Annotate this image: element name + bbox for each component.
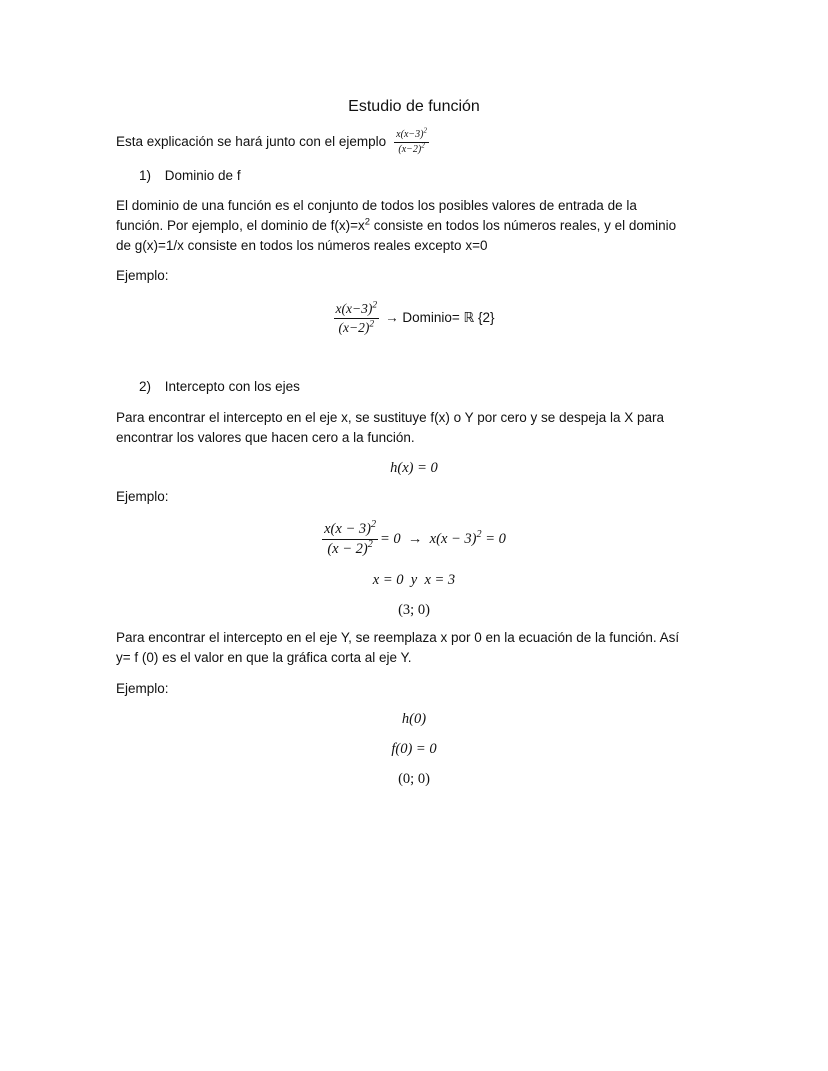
intro-text: Esta explicación se hará junto con el ejemplo	[116, 134, 387, 149]
section-2-number: 2)	[139, 379, 152, 394]
paragraph-line: de g(x)=1/x consiste en todos los números reales excepto x=0	[116, 238, 488, 253]
section-1-title: Dominio de f	[164, 168, 241, 183]
example-label: Ejemplo:	[116, 681, 169, 696]
section-2-title: Intercepto con los ejes	[164, 379, 300, 394]
paragraph-line: Para encontrar el intercepto en el eje x, se sustituye f(x) o Y por cero y se despeja la X para	[116, 410, 665, 425]
equation-h0: h(0)	[401, 711, 427, 727]
section-1-number: 1)	[139, 168, 152, 183]
intro-fraction-exp: 2	[423, 126, 427, 135]
paragraph-line: encontrar los valores que hacen cero a la función.	[116, 430, 415, 445]
paragraph-line: y= f (0) es el valor en que la gráfica corta al eje Y.	[116, 650, 412, 665]
intro-line	[116, 128, 429, 156]
section-1-heading	[139, 166, 241, 186]
intercept-equation	[0, 518, 828, 560]
page-title: Estudio de función	[348, 98, 480, 115]
intro-fraction-den-exp: 2	[421, 141, 425, 150]
y-intercept-paragraph	[116, 628, 756, 668]
example-label: Ejemplo:	[116, 268, 169, 283]
intercept-rhs: = $0 \to x(x - 3)^2 = 0$	[380, 528, 506, 547]
example-label: Ejemplo:	[116, 489, 169, 504]
section-1-paragraph	[116, 196, 736, 256]
point-x-intercept: (3; 0)	[398, 602, 430, 618]
paragraph-line: El dominio de una función es el conjunto de todos los posibles valores de entrada de la	[116, 198, 637, 213]
section-2-paragraph	[116, 408, 736, 448]
intercept-fraction: $\frac{x(x - 3)^2}{(x - 2)^2}$	[324, 518, 377, 557]
solutions: x = 0 y x = 3	[372, 572, 456, 588]
section-2-heading	[139, 377, 300, 397]
domain-result: → Dominio= ℝ {2}	[385, 310, 495, 325]
intro-fraction-denominator: (x−2)	[398, 143, 422, 155]
equation-f0: f(0) = 0	[391, 741, 437, 757]
paragraph-line: Para encontrar el intercepto en el eje Y, se reemplaza x por 0 en la ecuación de la función. Así	[116, 630, 680, 645]
intro-fraction	[394, 126, 429, 156]
domain-example	[0, 298, 828, 338]
domain-fraction: $\frac{x(x-3)^2}{(x-2)^2}$	[335, 300, 378, 335]
intro-fraction-numerator: x(x−3)	[396, 128, 424, 140]
point-y-intercept: (0; 0)	[398, 771, 430, 787]
paragraph-line: función. Por ejemplo, el dominio de $f(x)=x^2$ consiste en todos los números reales, y el dominio	[116, 216, 677, 233]
equation-hx: h(x) = 0	[390, 460, 438, 476]
